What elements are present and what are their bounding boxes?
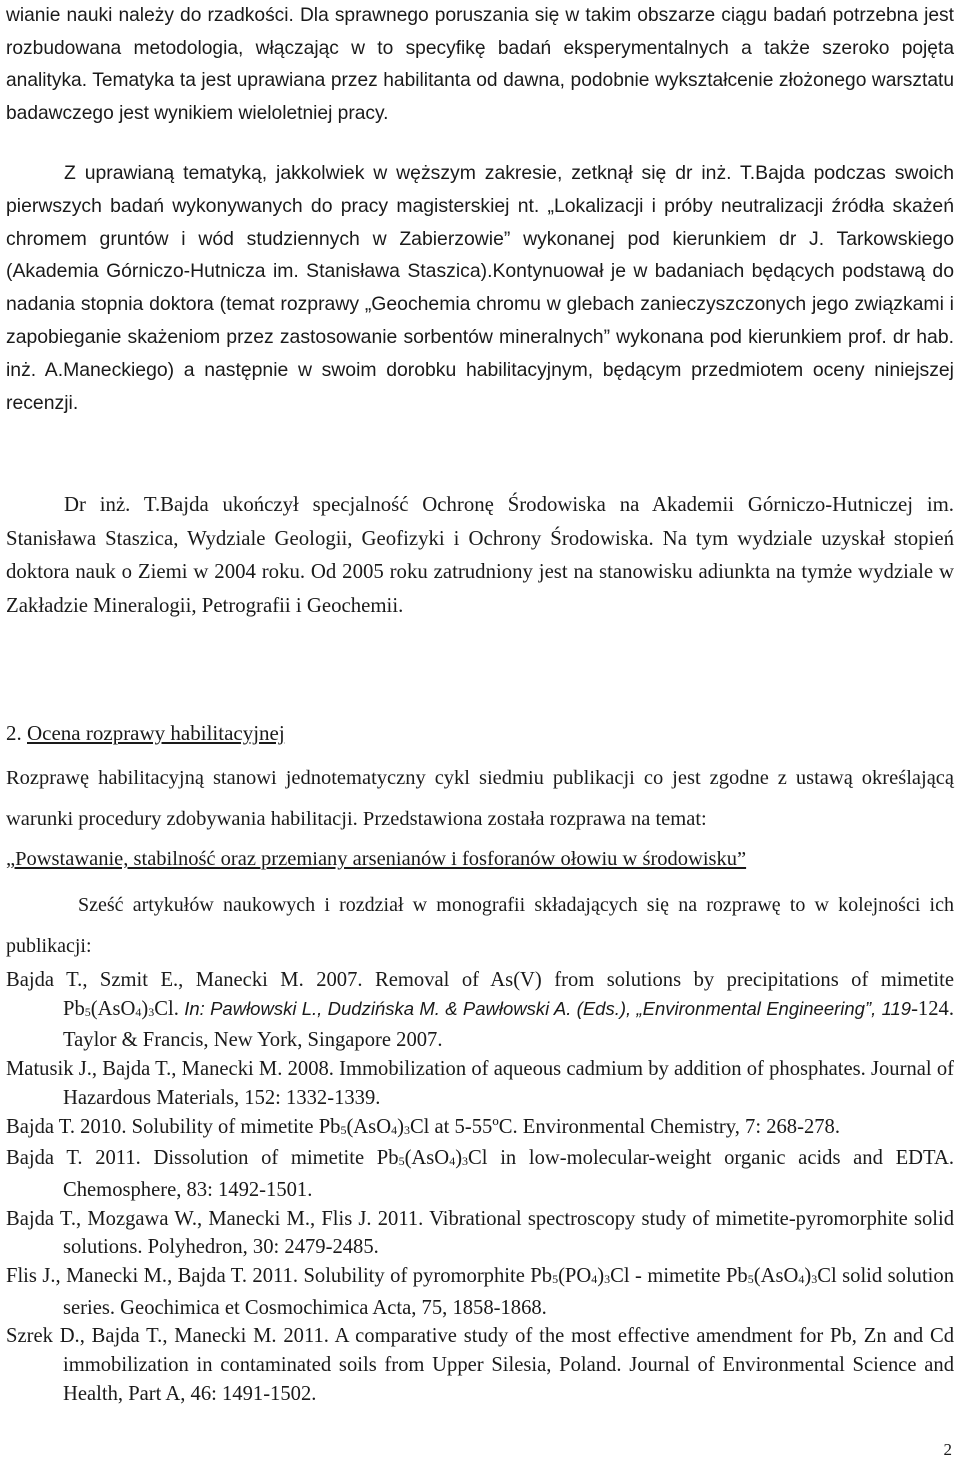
ref-text: (AsO xyxy=(346,1115,392,1138)
section-title: Ocena rozprawy habilitacyjnej xyxy=(27,721,285,745)
ref-text: in low-molecular-weight organic acids and EDTA. Chemosphere, 83: 1492-1501. xyxy=(63,1147,954,1201)
ref-subscript: 5 xyxy=(398,1154,405,1169)
intro-paragraph-3: Dr inż. T.Bajda ukończył specjalność Ochronę Środowiska na Akademii Górniczo-Hutniczej im. Stanisława Staszica, Wydziale Geologii, Geofizyki i Ochrony Środowiska. Na tym wydziale uzyskał stopień doktora nauk o Ziemi w 2004 roku. Od 2005 roku zatrudniony jest na stanowisku adiunkta na tymże wydziale w Zakładzie Mineralogii, Petrografii i Geochemii. xyxy=(6,493,954,617)
intro-paragraph-2: Z uprawianą tematyką, jakkolwiek w węższym zakresie, zetknął się dr inż. T.Bajda podczas swoich pierwszych badań wykonywanych do pracy magisterskiej nt. „Lokalizacji i próby neutralizacji źródła skażeń chromem gruntów i wód studziennych w Zabierzowie” wykonanej pod kierunkiem dr J. Tarkowskiego (Akademia Górniczo-Hutnicza im. Stanisława Staszica).Kontynuował je w badaniach będących podstawą do nadania stopnia doktora (temat rozprawy „Geochemia chromu w glebach zanieczyszczonych jego związkami i zapobieganie skażeniom przez zastosowanie sorbentów mineralnych” wykonana pod kierunkiem prof. dr hab. inż. A.Maneckiego) a następnie w swoim dorobku habilitacyjnym, będącym przedmiotem oceny niniejszej recenzji. xyxy=(6,162,954,414)
reference-item xyxy=(6,1144,954,1204)
intro-paragraph-1: wianie nauki należy do rzadkości. Dla sprawnego poruszania się w takim obszarze ciągu badań potrzebna jest rozbudowana metodologia, włączając w to specyfikę badań eksperymentalnych a także szeroko pojęta analityka. Tematyka ta jest uprawiana przez habilitanta od dawna, podobnie wykształcenie złożonego warsztatu badawczego jest wynikiem wieloletniej pracy. xyxy=(6,5,954,124)
ref-text: solid solution series. Geochimica et Cosmochimica Acta, 75, 1858-1868. xyxy=(63,1265,955,1319)
ref-text: ) xyxy=(597,1265,605,1288)
ref-text: Cl. xyxy=(154,997,185,1020)
reference-list xyxy=(6,966,954,1409)
ref-subscript: 4 xyxy=(449,1154,456,1169)
ref-subscript: 5 xyxy=(747,1272,754,1287)
ref-text: Cl xyxy=(817,1265,837,1288)
reference-item xyxy=(6,1262,954,1322)
reference-item xyxy=(6,1205,954,1262)
ref-subscript: 5 xyxy=(552,1272,559,1287)
ref-text: Flis J., Manecki M., Bajda T. 2011. Solubility of pyromorphite Pb xyxy=(6,1265,553,1288)
ref-subscript: 4 xyxy=(591,1272,598,1287)
ref-text: ºC xyxy=(492,1115,513,1138)
reference-item xyxy=(6,1322,954,1408)
ref-text: Bajda T. 2010. Solubility of mimetite Pb xyxy=(6,1115,341,1138)
ref-text: -124. Taylor & Francis, New York, Singapore 2007. xyxy=(63,997,954,1052)
ref-subscript: 3 xyxy=(403,1122,410,1137)
ref-subscript: 3 xyxy=(604,1272,611,1287)
ref-text: Bajda T., Szmit E., Manecki M. 2007. Removal of As(V) from solutions by precipitations of mimetite Pb xyxy=(6,969,954,1020)
ref-text: (AsO xyxy=(90,997,136,1020)
ref-subscript: 4 xyxy=(391,1122,398,1137)
ref-text: Cl at 5-55 xyxy=(409,1115,493,1138)
ref-subscript: 5 xyxy=(340,1122,347,1137)
ref-text: (AsO xyxy=(404,1147,450,1170)
ref-text: Cl - mimetite Pb xyxy=(610,1265,748,1288)
ref-text: ) xyxy=(804,1265,812,1288)
section-heading xyxy=(6,716,954,750)
ref-subscript: 5 xyxy=(84,1004,91,1019)
ref-subscript: 3 xyxy=(462,1154,469,1169)
ref-subscript: 3 xyxy=(811,1272,818,1287)
ref-subscript: 4 xyxy=(798,1272,805,1287)
ref-text: ) xyxy=(455,1147,463,1170)
reference-item xyxy=(6,1055,954,1112)
ref-subscript: 3 xyxy=(148,1004,155,1019)
ref-text: ) xyxy=(397,1115,404,1138)
ref-italic-text: In: Pawłowski L., Dudzińska M. & Pawłowski A. (Eds.), „Environmental Engineering”, 119 xyxy=(184,997,912,1019)
section-paragraph-1: Rozprawę habilitacyjną stanowi jednotematyczny cykl siedmiu publikacji co jest zgodne z ustawą określającą warunki procedury zdobywania habilitacji. Przedstawiona została rozprawa na temat: xyxy=(6,767,954,830)
reference-item xyxy=(6,966,954,1055)
ref-subscript: 4 xyxy=(135,1004,142,1019)
section-number: 2. xyxy=(6,721,22,745)
ref-text: Bajda T., Mozgawa W., Manecki M., Flis J. 2011. Vibrational spectroscopy study of mimetite-pyromorphite solid solutions. Polyhedron, 30: 2479-2485. xyxy=(6,1207,954,1259)
reference-item xyxy=(6,1113,954,1145)
ref-text: (AsO xyxy=(753,1265,799,1288)
ref-text: ) xyxy=(141,997,149,1020)
ref-text: (PO xyxy=(558,1265,592,1288)
ref-text: Szrek D., Bajda T., Manecki M. 2011. A comparative study of the most effective amendment for Pb, Zn and Cd immobilization in contaminated soils from Upper Silesia, Poland. Journal of Environmental Science and Health, Part A, 46: 1491-1502. xyxy=(6,1325,954,1405)
ref-text: Matusik J., Bajda T., Manecki M. 2008. Immobilization of aqueous cadmium by addition of phosphates. Journal of Hazardous Materials, 152: 1332-1339. xyxy=(6,1058,954,1109)
ref-text: Bajda T. 2011. Dissolution of mimetite Pb xyxy=(6,1147,399,1170)
page-number: 2 xyxy=(943,1440,952,1459)
dissertation-topic: „Powstawanie, stabilność oraz przemiany arsenianów i fosforanów ołowiu w środowisku” xyxy=(6,848,747,870)
ref-text: . Environmental Chemistry, 7: 268-278. xyxy=(512,1115,840,1138)
section-paragraph-2: Sześć artykułów naukowych i rozdział w monografii składających się na rozprawę to w kolejności ich publikacji: xyxy=(6,894,954,957)
ref-text: Cl xyxy=(468,1147,488,1170)
